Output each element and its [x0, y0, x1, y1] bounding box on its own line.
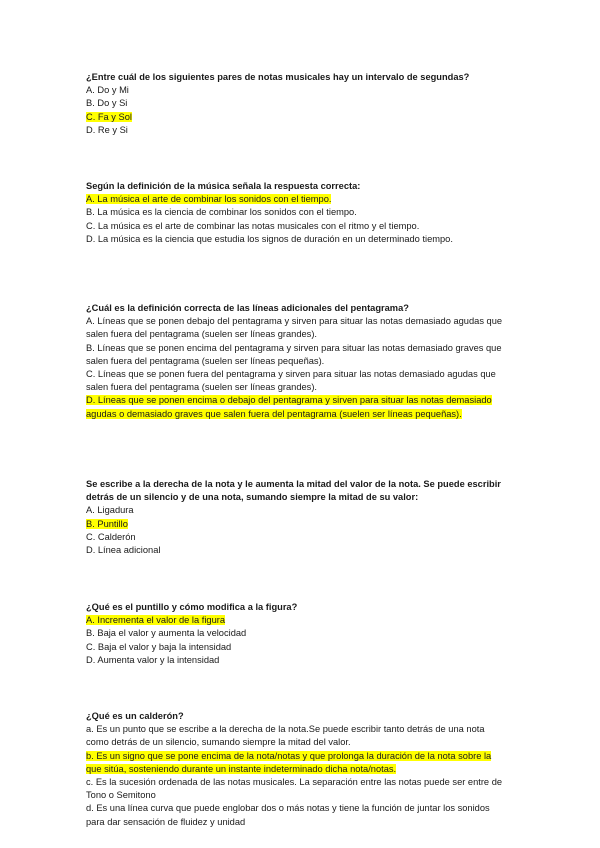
option-d-highlighted: D. Líneas que se ponen encima o debajo del pentagrama y sirven para situar las notas demasiado agudas o demasiado graves que salen fuera del pentagrama (suelen ser líneas pequeñas).	[86, 395, 492, 419]
question-stem: Según la definición de la música señala la respuesta correcta:	[86, 181, 361, 191]
option-b: B. Líneas que se ponen encima del pentagrama y sirven para situar las notas demasiado graves que salen fuera del pentagrama (suelen ser líneas pequeñas).	[86, 342, 502, 366]
question-2	[86, 180, 506, 246]
question-stem: ¿Qué es un calderón?	[86, 711, 184, 721]
option-d: D. Línea adicional	[86, 545, 161, 556]
question-stem: Se escribe a la derecha de la nota y le aumenta la mitad del valor de la nota. Se puede escribir detrás de un silencio y de una nota, sumando siempre la mitad de su valor:	[86, 479, 501, 503]
option-b: B. Do y Si	[86, 98, 128, 109]
option-c: C. Calderón	[86, 531, 136, 542]
option-d: D. La música es la ciencia que estudia los signos de duración en un determinado tiempo.	[86, 233, 453, 244]
option-b: B. Baja el valor y aumenta la velocidad	[86, 628, 247, 639]
option-b-highlighted: b. Es un signo que se pone encima de la nota/notas y que prolonga la duración de la nota sobre la que sitúa, sosteniendo durante un instante indeterminado dicha nota/notas.	[86, 750, 492, 774]
option-c: C. La música es el arte de combinar las notas musicales con el ritmo y el tiempo.	[86, 220, 420, 231]
option-a: A. Ligadura	[86, 505, 134, 516]
option-d: d. Es una línea curva que puede englobar dos o más notas y tiene la función de juntar los sonidos para dar sensación de fluidez y unidad	[86, 803, 490, 827]
question-3	[86, 302, 506, 421]
option-a-highlighted: A. Incrementa el valor de la figura	[86, 615, 226, 626]
question-6	[86, 710, 506, 829]
option-d: D. Aumenta valor y la intensidad	[86, 654, 220, 665]
option-a-highlighted: A. La música el arte de combinar los sonidos con el tiempo.	[86, 194, 332, 205]
question-stem: ¿Qué es el puntillo y cómo modifica a la figura?	[86, 602, 298, 612]
question-5	[86, 601, 506, 667]
question-4	[86, 478, 506, 557]
question-stem: ¿Cuál es la definición correcta de las líneas adicionales del pentagrama?	[86, 303, 409, 313]
option-b-highlighted: B. Puntillo	[86, 518, 128, 529]
option-c: C. Baja el valor y baja la intensidad	[86, 641, 232, 652]
option-a: A. Do y Mi	[86, 85, 129, 96]
option-d: D. Re y Si	[86, 124, 128, 135]
option-b: B. La música es la ciencia de combinar los sonidos con el tiempo.	[86, 207, 357, 218]
option-c: C. Líneas que se ponen fuera del pentagrama y sirven para situar las notas demasiado agudas que salen fuera del pentagrama (suelen ser líneas grandes).	[86, 369, 496, 393]
option-c-highlighted: C. Fa y Sol	[86, 111, 132, 122]
option-a: A. Líneas que se ponen debajo del pentagrama y sirven para situar las notas demasiado agudas que salen fuera del pentagrama (suelen ser líneas grandes).	[86, 316, 503, 340]
question-stem: ¿Entre cuál de los siguientes pares de notas musicales hay un intervalo de segundas?	[86, 72, 470, 82]
option-a: a. Es un punto que se escribe a la derecha de la nota.Se puede escribir tanto detrás de una nota como detrás de un silencio, sumando siempre la mitad del valor.	[86, 724, 485, 748]
option-c: c. Es la sucesión ordenada de las notas musicales. La separación entre las notas puede ser entre de Tono o Semitono	[86, 777, 503, 801]
question-1	[86, 71, 506, 137]
